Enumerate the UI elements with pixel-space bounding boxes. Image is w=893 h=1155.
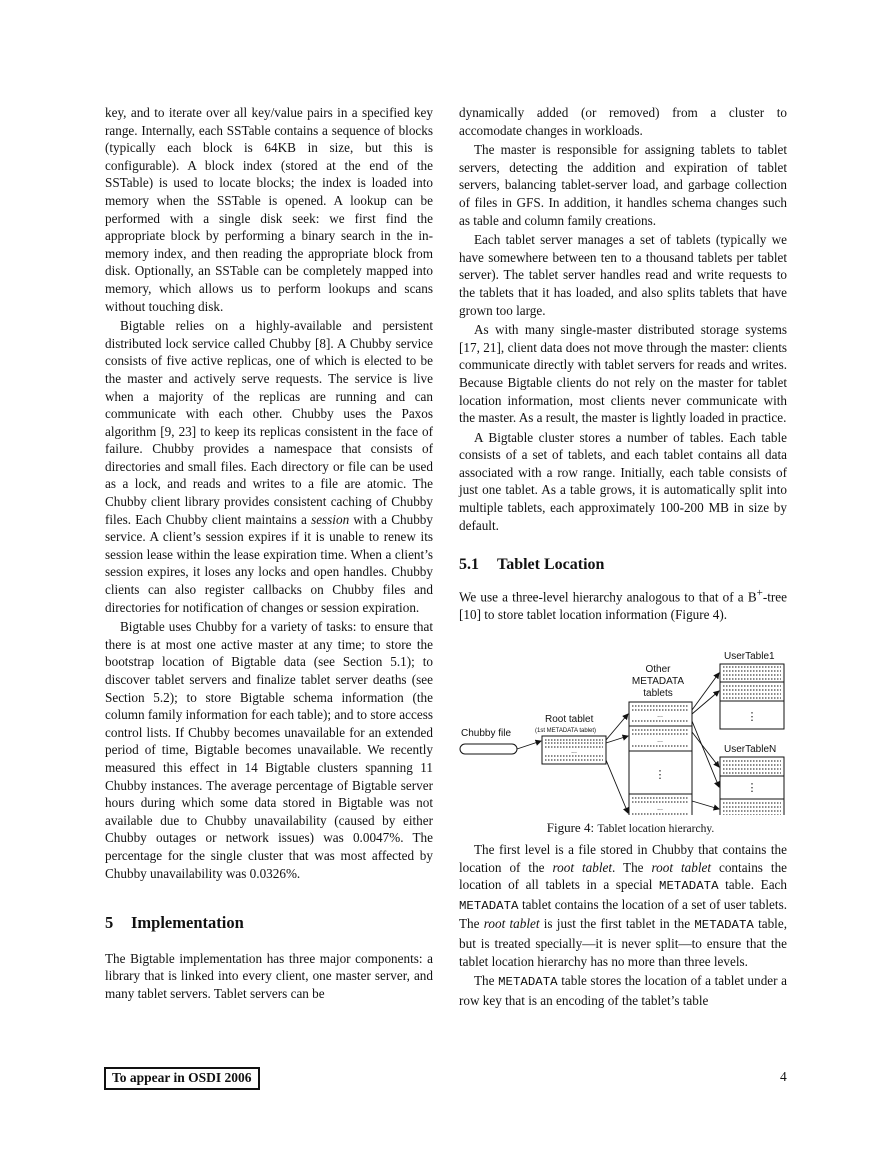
paragraph: dynamically added (or removed) from a cluster to accomodate changes in workloads. (459, 105, 787, 138)
section-heading (105, 914, 433, 932)
other-metadata-label-2: METADATA (631, 676, 685, 688)
right-column (459, 104, 787, 1011)
paragraph: key, and to iterate over all key/value pairs in a specified key range. Internally, each SSTable contains a sequence of blocks (typically each block is 64KB in size, but this is configurable). A block index (stored at the end of the SSTable) is used to locate blocks; the index is loaded into memory when the SSTable is opened. A lookup can be performed with a single disk seek: we first find the appropriate block by performing a binary search in the in-memory index, and then reading the appropriate block from disk. Optionally, an SSTable can be completely mapped into memory, which allows us to perform lookups and scans without touching disk. (105, 105, 433, 314)
svg-text:...: ... (571, 748, 577, 756)
root-tablet-sublabel: (1st METADATA tablet) (535, 728, 597, 735)
paragraph: We use a three-level hierarchy analogous to that of a B+-tree [10] to store tablet location information (Figure 4). (459, 586, 787, 622)
paragraph: The first level is a file stored in Chubby that contains the location of the root tablet. The root tablet contains the location of all tablets in a special METADATA table. Each METADATA tablet contains the location of a set of user tablets. The root tablet is just the first tablet in the METADATA table, but is treated specially—it is never split—to ensure that the tablet location hierarchy has no more than three levels. (459, 842, 788, 969)
left-column (105, 104, 433, 1005)
subsection-heading (459, 556, 787, 574)
venue-box: To appear in OSDI 2006 (104, 1067, 260, 1090)
chubby-file-shape (460, 744, 517, 754)
paragraph: Each tablet server manages a set of tablets (typically we have somewhere between ten to a thousand tablets per tablet server). The tablet server handles read and write requests to the tablets that it has loaded, and also splits tablets that have grown too large. (459, 232, 787, 318)
svg-text:⋮: ⋮ (746, 711, 758, 724)
tablet-location-figure (459, 633, 787, 815)
figure-caption: Figure 4: Tablet location hierarchy. (546, 820, 715, 836)
other-metadata-label-3: tablets (643, 688, 673, 700)
svg-text:⋮: ⋮ (654, 769, 666, 782)
paragraph: The master is responsible for assigning tablets to tablet servers, detecting the addition and expiration of tablet servers, balancing tablet-server load, and garbage collection of files in GFS. In addition, it handles schema changes such as table and column family creations. (459, 142, 787, 228)
usertable1-stack (720, 664, 784, 729)
paragraph: The METADATA table stores the location of a tablet under a row key that is an encoding of the tablet’s table (459, 973, 787, 1008)
section-number: 5 (105, 913, 114, 933)
subsection-number: 5.1 (459, 556, 479, 574)
page-number: 4 (780, 1069, 787, 1084)
other-metadata-label-1: Other (645, 664, 671, 676)
usertablen-label: UserTableN (724, 744, 777, 756)
hierarchy-diagram (459, 633, 787, 815)
root-tablet-box (542, 736, 606, 764)
svg-text:...: ... (657, 805, 663, 813)
paragraph: Bigtable uses Chubby for a variety of tasks: to ensure that there is at most one active master at any time; to store the bootstrap location of Bigtable data (see Section 5.1); to discover tablet servers and finalize tablet server deaths (see Section 5.2); to store Bigtable schema information (the column family information for each table); and to store access control lists. If Chubby becomes unavailable for an extended period of time, Bigtable becomes unavailable. We recently measured this effect in 14 Bigtable clusters spanning 11 Chubby instances. The average percentage of Bigtable server hours during which some data stored in Bigtable was not available due to Chubby unavailability (caused by either Chubby outages or network issues) was 0.0047%. The percentage for the single cluster that was most affected by Chubby unavailability was 0.0326%. (105, 619, 433, 881)
paragraph: The Bigtable implementation has three major components: a library that is linked into every client, one master server, and many tablet servers. Tablet servers can be (105, 950, 433, 1001)
paragraph: A Bigtable cluster stores a number of tables. Each table consists of a set of tablets, and each tablet contains all data associated with a row range. Initially, each table consists of just one tablet. As a table grows, it is automatically split into multiple tablets, each approximately 100-200 MB in size by default. (459, 429, 787, 533)
chubby-file-label: Chubby file (461, 728, 512, 740)
paragraph: Bigtable relies on a highly-available and persistent distributed lock service called Chubby [8]. A Chubby service consists of five active replicas, one of which is elected to be the master and actively serve requests. The service is live when a majority of the replicas are running and can communicate with each other. Chubby uses the Paxos algorithm [9, 23] to keep its replicas consistent in the face of failure. Chubby provides a namespace that consists of directories and small files. Each directory or file can be used as a lock, and reads and writes to a file are atomic. The Chubby client library provides consistent caching of Chubby files. Each Chubby client maintains a session with a Chubby service. A client’s session expires if it is unable to renew its session lease within the lease expiration time. When a client’s session expires, it loses any locks and open handles. Chubby clients can also register callbacks on Chubby files and directories for notification of changes or session expiration. (105, 318, 433, 615)
subsection-title: Tablet Location (497, 556, 605, 574)
svg-text:...: ... (657, 737, 663, 745)
paragraph: As with many single-master distributed storage systems [17, 21], client data does not move through the master: clients communicate directly with tablet servers for reads and writes. Because Bigtable clients do not rely on the master for tablet location information, most clients never communicate with the master. As a result, the master is lightly loaded in practice. (459, 322, 787, 426)
root-tablet-label: Root tablet (545, 714, 594, 726)
usertable1-label: UserTable1 (724, 651, 775, 663)
section-title: Implementation (131, 913, 244, 933)
metadata-tablets-stack (629, 702, 692, 815)
svg-text:...: ... (657, 712, 663, 720)
svg-text:⋮: ⋮ (746, 782, 758, 795)
usertablen-stack (720, 757, 784, 815)
